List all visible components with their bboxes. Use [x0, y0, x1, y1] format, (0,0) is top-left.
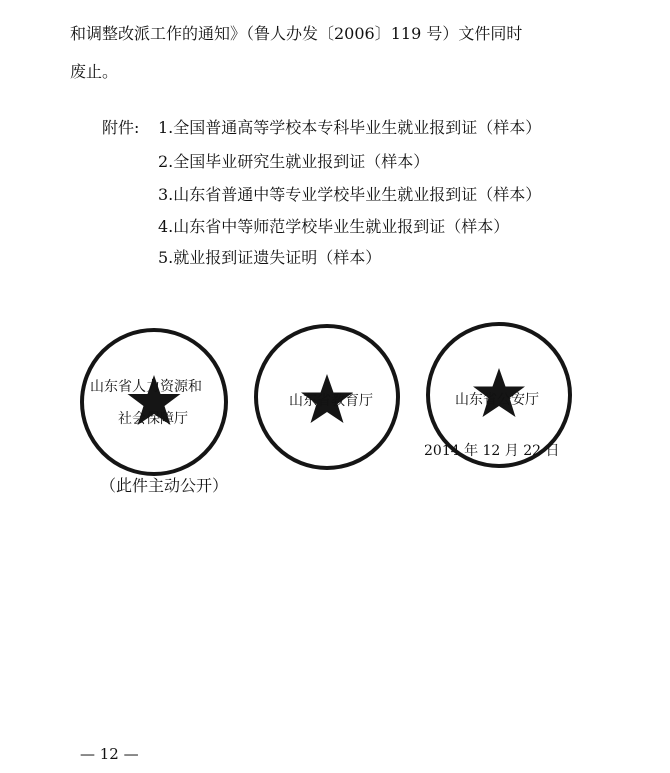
signature-edu: 山东省教育厅 — [289, 393, 373, 409]
attachment-item-1: 1.全国普通高等学校本专科毕业生就业报到证（样本） — [158, 118, 542, 137]
document-date: 2014 年 12 月 22 日 — [424, 443, 560, 459]
attachment-item-4: 4.山东省中等师范学校毕业生就业报到证（样本） — [158, 217, 510, 236]
attachment-item-3: 3.山东省普通中等专业学校毕业生就业报到证（样本） — [158, 185, 542, 204]
seal-hrss — [77, 325, 231, 479]
signature-hrss-line-1: 山东省人力资源和 — [90, 379, 202, 395]
page-number: — 12 — — [80, 745, 139, 763]
attachment-item-5: 5.就业报到证遗失证明（样本） — [158, 248, 382, 267]
body-line-2: 废止。 — [70, 62, 119, 81]
body-line-1: 和调整改派工作的通知》（鲁人办发〔2006〕119 号）文件同时 — [70, 24, 523, 43]
signature-police: 山东省公安厅 — [455, 392, 539, 408]
attachment-item-2: 2.全国毕业研究生就业报到证（样本） — [158, 152, 430, 171]
signature-hrss-line-2: 社会保障厅 — [118, 411, 188, 427]
public-disclosure-note: （此件主动公开） — [100, 476, 229, 495]
attachments-label: 附件: — [102, 118, 140, 137]
